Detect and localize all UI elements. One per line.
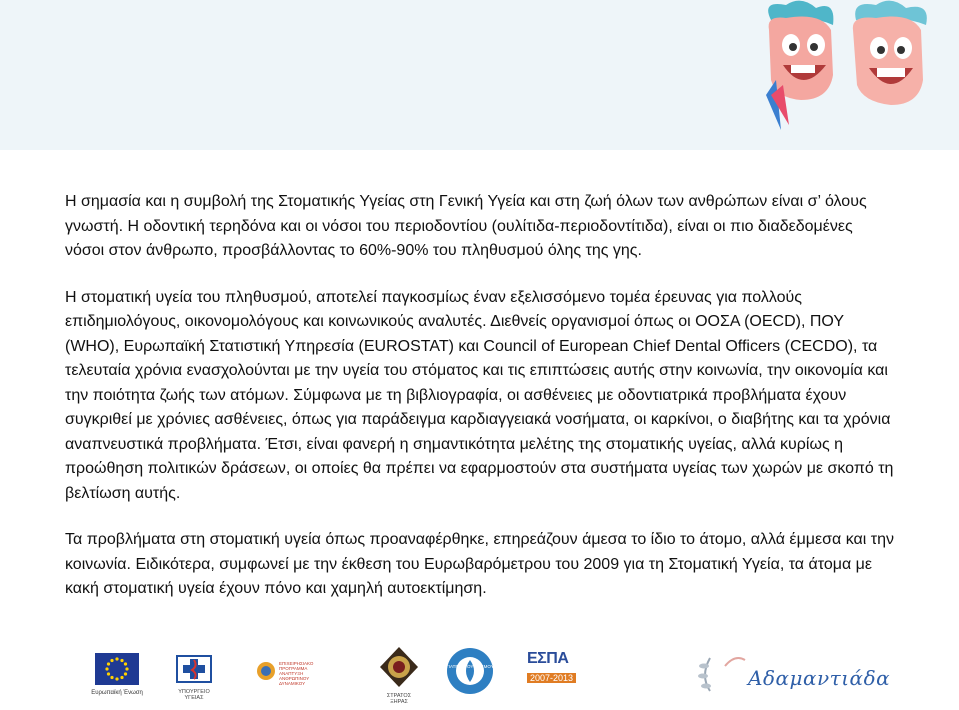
army-label: ΣΤΡΑΤΟΣ ΞΗΡΑΣ — [386, 693, 412, 705]
ministry-cross-icon — [175, 654, 213, 684]
paragraph-3: Τα προβλήματα στη στοματική υγεία όπως προαναφέρθηκε, επηρεάζουν άμεσα το ίδιο το άτομο, αλλά έμμεσα και την κοινωνία. Ειδικότερα, συμφωνεί με την έκθεση του Ευρωβαρόμετρου του 2009 για τη Στοματική Υγεία, τα άτομα με κακή στοματική υγεία έχουν πόνο και χαμηλή αυτοεκτίμηση. — [65, 531, 894, 597]
espa-years: 2007-2013 — [527, 673, 576, 683]
espa-title: ΕΣΠΑ — [527, 650, 569, 667]
doctors-label: ΓΙΑΤΡΟΙ ΤΟΥ ΚΟΣΜΟΥ — [446, 664, 494, 669]
army-logo — [378, 646, 420, 705]
doctors-of-the-world-logo — [445, 646, 495, 696]
program-label: ΕΠΙΧΕΙΡΗΣΙΑΚΟ ΠΡΟΓΡΑΜΜΑ ΑΝΑΠΤΥΞΗ ΑΝΘΡΩΠΙΝΟΥ ΔΥΝΑΜΙΚΟΥ — [279, 661, 314, 686]
sponsor-logos-footer — [0, 640, 959, 710]
doctors-globe-icon — [445, 646, 495, 696]
eu-stars-icon — [95, 653, 139, 685]
tooth-mascots-illustration — [741, 0, 951, 150]
header-band — [0, 0, 959, 150]
eu-label: Ευρωπαϊκή Ένωση — [91, 690, 143, 696]
ministry-of-health-logo — [175, 654, 213, 701]
paragraph-1: Η σημασία και η συμβολή της Στοματικής Υγείας στη Γενική Υγεία και στη ζωή όλων των ανθρώπων είναι σ’ όλους γνωστή. Η οδοντική τερηδόνα και οι νόσοι του περιοδοντίου (ουλίτιδα-περιοδοντίτιδα), είναι οι πιο διαδεδομένες νόσοι στον άνθρωπο, προσβάλλοντας το 60%-90% του πληθυσμού όλης της γης. — [65, 193, 867, 259]
paragraph-2: Η στοματική υγεία του πληθυσμού, αποτελεί παγκοσμίως έναν εξελισσόμενο τομέα έρευνας για πολλούς επιδημιολόγους, οικονομολόγους και κοινωνικούς αναλυτές. Διεθνείς οργανισμοί όπως οι ΟΟΣΑ (OECD), ΠΟΥ (WHO), Ευρωπαϊκή Στατιστική Υπηρεσία (EUROSTAT) και Council of European Chief Dental Officers (CECDO), τα τελευταία χρόνια ενασχολούνται με την υγεία του στόματος και τις επιπτώσεις αυτής στην κοινωνία, την οικονομία και την ποιότητα ζωής των ατόμων. Σύμφωνα με τη βιβλιογραφία, οι ασθένειες με οδοντιατρικά προβλήματα έχουν συγκριθεί με χρόνιες ασθένειες, όπως για παράδειγμα καρδιαγγειακά νοσήματα, οι καρκίνοι, ο διαβήτης και τα χρόνια αναπνευστικά προβλήματα. Έτσι, είναι φανερή η σημαντικότητα μελέτης της στοματικής υγείας, αλλά κυρίως η προώθηση πολιτικών δράσεων, οι οποίες θα πρέπει να εφαρμοστούν στα συστήματα υγείας των χωρών με σκοπό τη βελτίωση αυτής. — [65, 288, 894, 502]
program-emblem-icon — [255, 660, 277, 682]
espa-logo — [527, 650, 577, 700]
ministry-label: ΥΠΟΥΡΓΕΙΟ ΥΓΕΙΑΣ — [178, 689, 210, 701]
adamantiada-brand: Αδαμαντιάδα — [748, 666, 891, 690]
operational-program-logo — [255, 658, 330, 692]
army-emblem-icon — [378, 646, 420, 688]
eu-flag-logo — [95, 653, 139, 685]
article-body — [65, 190, 895, 624]
